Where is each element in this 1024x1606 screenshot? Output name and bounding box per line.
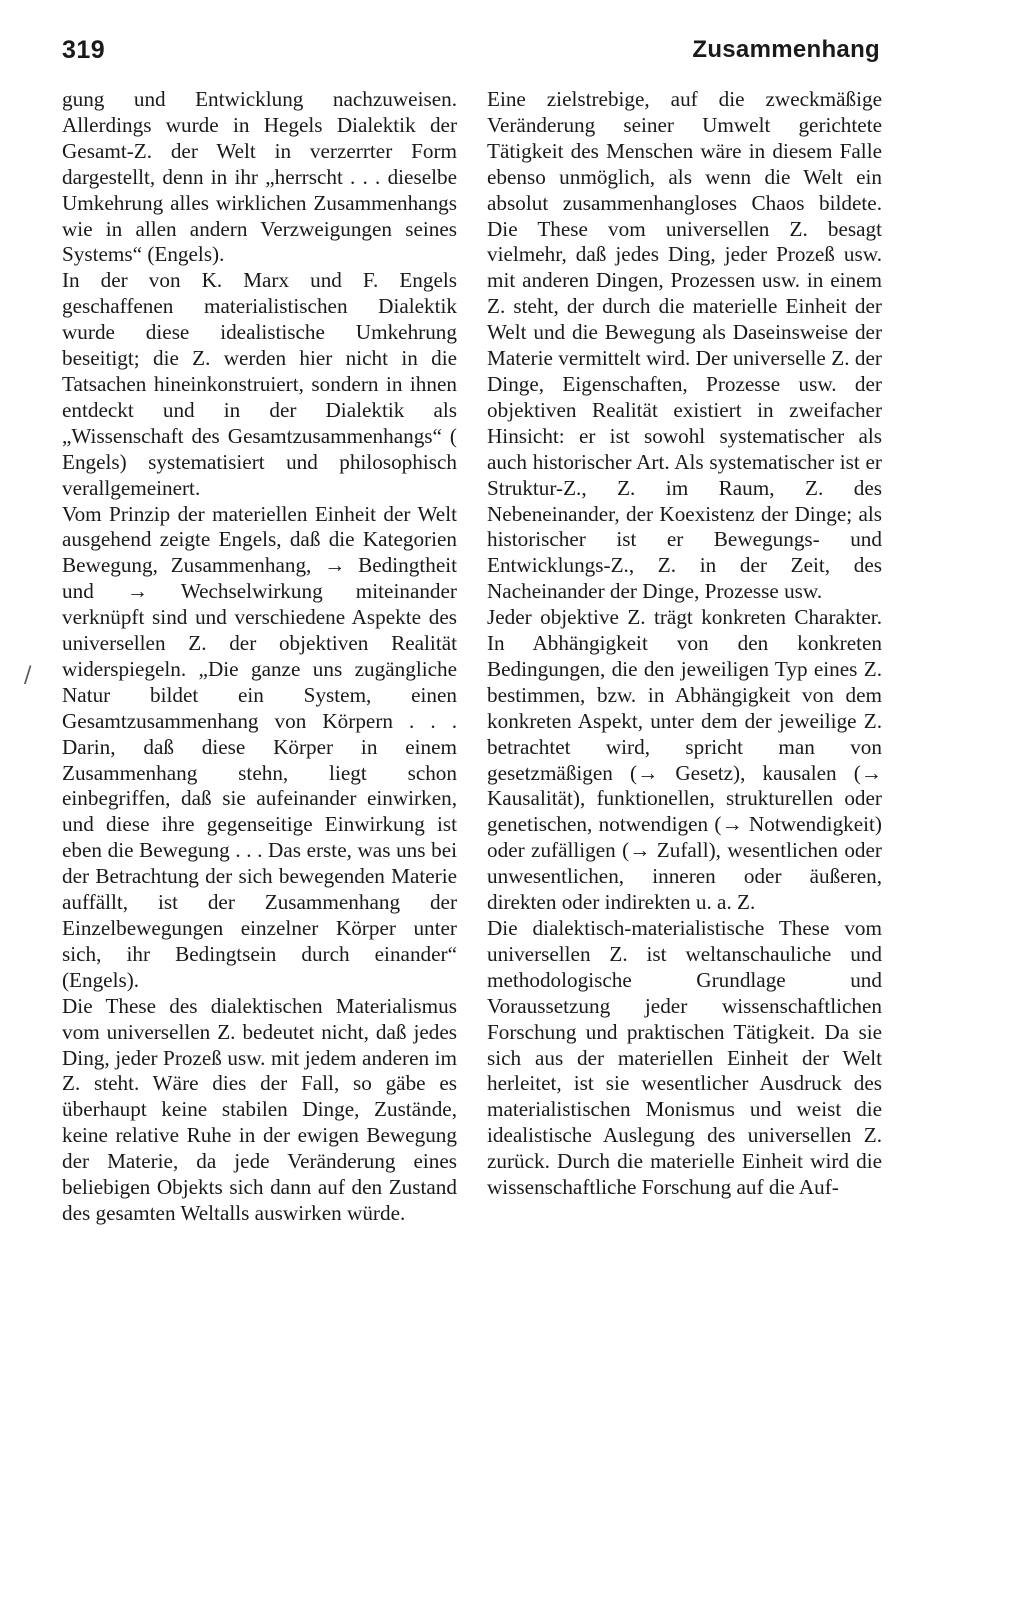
left-paragraph-4: Die These des dialektischen Materialismus vom universellen Z. bedeutet nicht, daß jedes Ding, jeder Prozeß usw. mit jedem anderen im Z. steht. Wäre dies der Fall, so gäbe es überhaupt keine stabilen Dinge, Zustände, keine relative Ruhe in der ewigen Bewegung der Materie, da jede Veränderung eines beliebigen Objekts sich dann auf den Zustand des gesamten Weltalls auswirken würde. bbox=[62, 993, 457, 1225]
right-column bbox=[487, 87, 882, 1201]
right-paragraph-1: Eine zielstrebige, auf die zweckmäßige Veränderung seiner Umwelt gerichtete Tätigkeit des Menschen wäre in diesem Falle ebenso unmöglich, als wenn die Welt ein absolut zusammenhangloses Chaos bildete. Die These vom universellen Z. besagt vielmehr, daß jedes Ding, jeder Prozeß usw. mit anderen Dingen, Prozessen usw. in einem Z. steht, der durch die materielle Einheit der Welt und die Bewegung als Daseinsweise der Materie vermittelt wird. Der universelle Z. der Dinge, Eigenschaften, Prozesse usw. der objektiven Realität existiert in zweifacher Hinsicht: er ist sowohl systematischer als auch historischer Art. Als systematischer ist er Struktur-Z., Z. im Raum, Z. des Nebeneinander, der Koexistenz der Dinge; als historischer ist er Bewegungs- und Entwicklungs-Z., Z. in der Zeit, des Nacheinander der Dinge, Prozesse usw. bbox=[487, 87, 882, 604]
left-paragraph-1: gung und Entwicklung nachzuweisen. Allerdings wurde in Hegels Dialektik der Gesamt-Z. der Welt in verzerrter Form dargestellt, denn in ihr „herrscht . . . dieselbe Umkehrung alles wirklichen Zusammenhangs wie in allen andern Verzweigungen seines Systems“ (Engels). bbox=[62, 87, 457, 267]
page-number: 319 bbox=[62, 36, 106, 64]
left-paragraph-2: In der von K. Marx und F. Engels geschaffenen materialistischen Dialektik wurde diese idealistische Umkehrung beseitigt; die Z. werden hier nicht in die Tatsachen hineinkonstruiert, sondern in ihnen entdeckt und in der Dialektik als „Wissenschaft des Gesamtzusammenhangs“ ( Engels) systematisiert und philosophisch verallgemeinert. bbox=[62, 268, 457, 500]
right-paragraph-2: Jeder objektive Z. trägt konkreten Charakter. In Abhängigkeit von den konkreten Bedingungen, die den jeweiligen Typ eines Z. bestimmen, bzw. in Abhängigkeit von dem konkreten Aspekt, unter dem der jeweilige Z. betrachtet wird, spricht man von gesetzmäßigen (→ Gesetz), kausalen (→ Kausalität), funktionellen, strukturellen oder genetischen, notwendigen (→ Notwendigkeit) oder zufälligen (→ Zufall), wesentlichen oder unwesentlichen, inneren oder äußeren, direkten oder indirekten u. a. Z. bbox=[487, 605, 882, 915]
margin-mark: / bbox=[24, 663, 32, 688]
running-head: Zusammenhang bbox=[692, 36, 880, 63]
right-paragraph-3: Die dialektisch-materialistische These vom universellen Z. ist weltanschauliche und methodologische Grundlage und Voraussetzung jeder wissenschaftlichen Forschung und praktischen Tätigkeit. Da sie sich aus der materiellen Einheit der Welt herleitet, ist sie wesentlicher Ausdruck des materialistischen Monismus und weist die idealistische Auslegung des universellen Z. zurück. Durch die materielle Einheit wird die wissenschaftliche Forschung auf die Auf- bbox=[487, 916, 882, 1200]
left-paragraph-3: Vom Prinzip der materiellen Einheit der Welt ausgehend zeigte Engels, daß die Kategorien Bewegung, Zusammenhang, → Bedingtheit und → Wechselwirkung miteinander verknüpft sind und verschiedene Aspekte des universellen Z. der objektiven Realität widerspiegeln. „Die ganze uns zugängliche Natur bildet ein System, einen Gesamtzusammenhang von Körpern . . . Darin, daß diese Körper in einem Zusammenhang stehn, liegt schon einbegriffen, daß sie aufeinander einwirken, und diese ihre gegenseitige Einwirkung ist eben die Bewegung . . . Das erste, was uns bei der Betrachtung der sich bewegenden Materie auffällt, ist der Zusammenhang der Einzelbewegungen einzelner Körper unter sich, ihr Bedingtsein durch einander“ (Engels). bbox=[62, 501, 457, 992]
left-column bbox=[62, 87, 457, 1227]
